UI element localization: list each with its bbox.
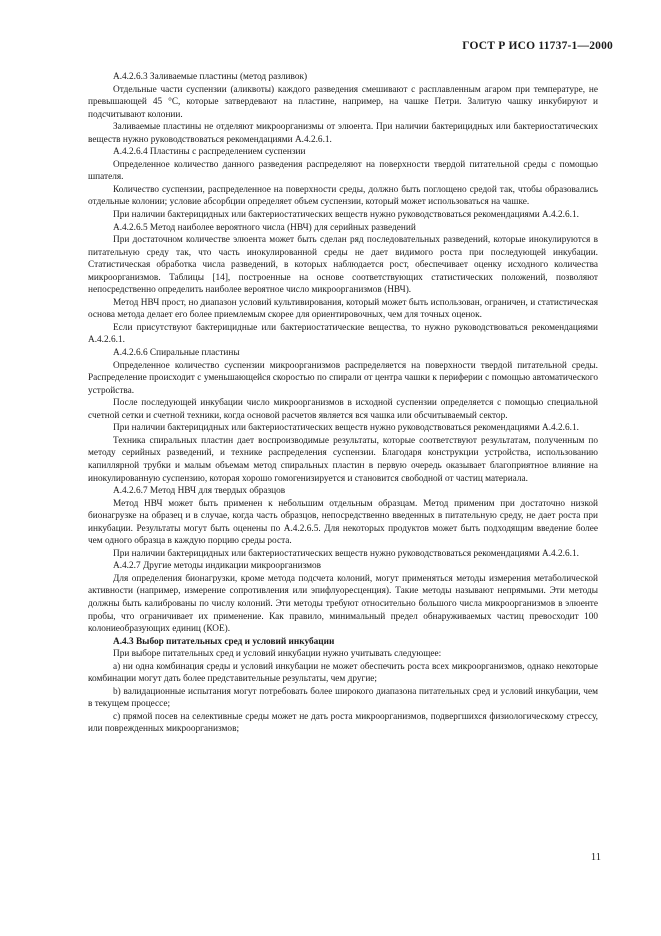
- paragraph: Метод НВЧ может быть применен к небольшим отдельным образцам. Метод применим при достаточно низкой бионагрузке на образец и в случае, когда часть образцов, непосредственно введенных в питательную среду, не дает роста при инкубации. Результаты могут быть оценены по А.4.2.6.5. Для некоторых продуктов может быть подходящим введение более чем одного образца в каждую порцию среды роста.: [88, 498, 598, 547]
- paragraph: Отдельные части суспензии (аликвоты) каждого разведения смешивают с расплавленным агаром при температуре, не превышающей 45 °С, которые затвердевают на пластине, например, на чашке Петри. Залитую чашку инкубируют и подсчитывают колонии.: [88, 84, 598, 120]
- paragraph: а) ни одна комбинация среды и условий инкубации не может обеспечить роста всех микроорганизмов, однако некоторые комбинации могут дать более представительные результаты, чем другие;: [88, 661, 598, 685]
- paragraph: А.4.2.7 Другие методы индикации микроорганизмов: [113, 561, 322, 572]
- paragraph: А.4.2.6.5 Метод наиболее вероятного числа (НВЧ) для серийных разведений: [113, 222, 416, 233]
- paragraph: При наличии бактерицидных или бактериостатических веществ нужно руководствоваться рекомендациями А.4.2.6.1.: [113, 548, 579, 559]
- paragraph: При выборе питательных сред и условий инкубации нужно учитывать следующее:: [113, 649, 442, 660]
- paragraph: Заливаемые пластины не отделяют микроорганизмы от элюента. При наличии бактерицидных или бактериостатических веществ нужно руководствоваться рекомендациями А.4.2.6.1.: [88, 122, 598, 145]
- paragraph: Техника спиральных пластин дает воспроизводимые результаты, которые соответствуют результатам, полученным по методу серийных разведений, и технике распределения суспензии. Благодаря конструкции устройства, использованию капиллярной трубки и малым объемам метод спиральных пластин в первую очередь оказывает благоприятное влияние на инокулированную суспензию, которая хорошо гомогенизируется и становится свободной от частиц материала.: [88, 435, 598, 484]
- paragraph: Если присутствуют бактерицидные или бактериостатические вещества, то нужно руководствоваться рекомендациями А.4.2.6.1.: [88, 322, 598, 346]
- paragraph: Определенное количество данного разведения распределяют на поверхности твердой питательной среды с помощью шпателя.: [88, 159, 598, 183]
- paragraph: Метод НВЧ прост, но диапазон условий культивирования, который может быть использован, ограничен, и статистическая основа метода делает его более приемлемым скорее для ориентировочных, чем для точных оценок.: [88, 297, 598, 321]
- page-number: 11: [590, 852, 601, 863]
- paragraph: А.4.2.6.3 Заливаемые пластины (метод разливок): [113, 72, 308, 82]
- paragraph: Для определения бионагрузки, кроме метода подсчета колоний, могут применяться методы измерения метаболической активности (например, измерение сопротивления или эпифлуоресценция). Такие методы называют непрямыми. Эти методы должны быть калиброваны по числу колоний. Эти методы требуют относительно большого числа микроорганизмов в элюенте пробы, что ограничивает их применение. Как правило, минимальный предел обнаруживаемых частиц превосходит 100 колониеобразующих единиц (КОЕ).: [88, 573, 598, 635]
- paragraph: При наличии бактерицидных или бактериостатических веществ нужно руководствоваться рекомендациями А.4.2.6.1.: [113, 210, 579, 221]
- paragraph: Определенное количество суспензии микроорганизмов распределяется на поверхности твердой питательной среды. Распределение происходит с уменьшающейся скоростью по спирали от центра чашки к периферии с помощью автоматического устройства.: [88, 360, 598, 396]
- paragraph: с) прямой посев на селективные среды может не дать роста микроорганизмов, подвергшихся физиологическому стрессу, или поврежденных микроорганизмов;: [88, 711, 598, 735]
- paragraph: А.4.2.6.4 Пластины с распределением суспензии: [113, 147, 306, 158]
- body-text: [88, 71, 598, 736]
- paragraph: b) валидационные испытания могут потребовать более широкого диапазона питательных сред и условий инкубации, чем в текущем процессе;: [88, 686, 598, 710]
- document-header: ГОСТ Р ИСО 11737-1—2000: [462, 40, 613, 52]
- paragraph: При наличии бактерицидных или бактериостатических веществ нужно руководствоваться рекомендациями А.4.2.6.1.: [113, 423, 579, 434]
- paragraph: После последующей инкубации число микроорганизмов в исходной суспензии определяется с помощью специальной счетной сетки и счетной техники, когда основой расчетов является вся чашка или обсчитываемый сектор.: [88, 398, 598, 421]
- section-heading: А.4.3 Выбор питательных сред и условий инкубации: [113, 636, 335, 647]
- paragraph: Количество суспензии, распределенное на поверхности среды, должно быть поглощено средой так, чтобы образовались отдельные колонии; условие абсорбции определяет объем суспензии, который может использоваться на чашке.: [88, 184, 598, 208]
- paragraph: При достаточном количестве элюента может быть сделан ряд последовательных разведений, которые инокулируются в питательную среду так, что часть инокулированной среды не дает видимого роста при последующей инкубации. Статистическая обработка числа разведений, в которых наблюдается рост, обеспечивает оценку исходного количества микроорганизмов. Таблицы [14], построенные на основе соответствующих статистических положений, позволяют непосредственно определить наиболее вероятное число микроорганизмов (НВЧ).: [88, 235, 598, 296]
- paragraph: А.4.2.6.7 Метод НВЧ для твердых образцов: [113, 486, 286, 497]
- paragraph: А.4.2.6.6 Спиральные пластины: [113, 348, 240, 359]
